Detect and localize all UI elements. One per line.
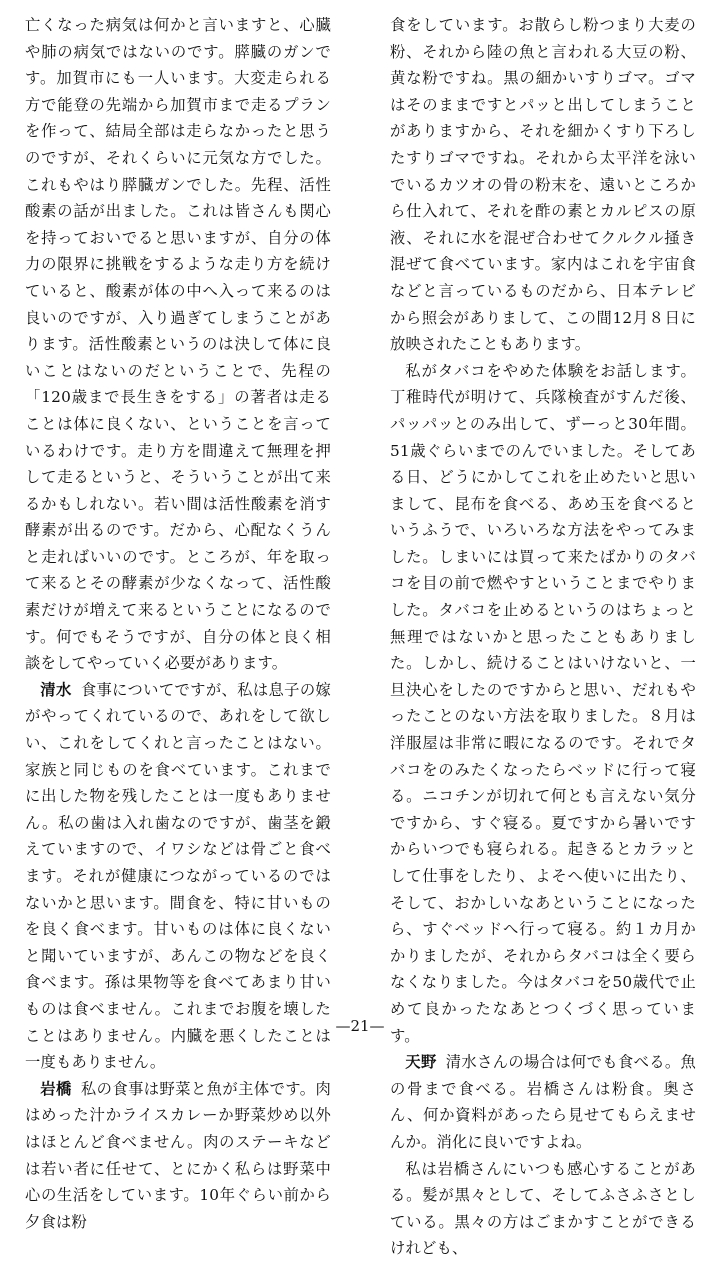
paragraph (25, 12, 331, 677)
page-number: —21— (335, 1017, 385, 1035)
paragraph-text: 食をしています。お散らし粉つまり大麦の粉、それから陸の魚と言われる大豆の粉、黄な粉ですね。黒の細かいすりゴマ。ゴマはそのままですとパッと出してしまうことがありますから、それを細かくすり下ろしたすりゴマですね。それから太平洋を泳いでいるカツオの骨の粉末を、遠いところから仕入れて、それを酢の素とカルピスの原液、それに水を混ぜ合わせてクルクル掻き混ぜて食べています。家内はこれを宇宙食などと言っているものだから、日本テレビから照会がありまして、この間12月８日に放映されたこともあります。 (390, 16, 696, 354)
text-column-right (390, 12, 696, 1262)
paragraph (25, 1076, 331, 1236)
paragraph (390, 12, 696, 358)
paragraph-text: 私は岩橋さんにいつも感心することがある。髪が黒々として、そしてふさふさとしている。黒々の方はごまかすことができるけれども、 (390, 1159, 696, 1258)
speaker-name: 天野 (405, 1053, 437, 1072)
paragraph (390, 1156, 696, 1262)
paragraph-text: 清水さんの場合は何でも食べる。魚の骨まで食べる。岩橋さんは粉食。奥さん、何か資料があったら見せてもらえませんか。消化に良いですよね。 (390, 1053, 697, 1151)
paragraph (25, 677, 331, 1076)
paragraph (390, 1049, 696, 1155)
text-column-left (25, 12, 331, 1235)
paragraph-text: 私の食事は野菜と魚が主体です。肉はめった汁かライスカレーか野菜炒め以外はほとんど食べません。肉のステーキなどは若い者に任せて、とにかく私らは野菜中心の生活をしています。10年ぐらい前から夕食は粉 (25, 1079, 331, 1231)
paragraph-text: 食事についてですが、私は息子の嫁がやってくれているので、あれをして欲しい、これをしてくれと言ったことはない。家族と同じものを食べています。これまでに出した物を残したことは一度もありません。私の歯は入れ歯なのですが、歯茎を鍛えていますので、イワシなどは骨ごと食べます。それが健康につながっているのではないかと思います。間食を、特に甘いものを良く食べます。甘いものは体に良くないと聞いていますが、あんこの物などを良く食べます。孫は果物等を食べてあまり甘いものは食べません。これまでお腹を壊したことはありません。内臓を悪くしたことは一度もありません。 (25, 680, 331, 1072)
paragraph-text: 亡くなった病気は何かと言いますと、心臓や肺の病気ではないのです。膵臓のガンです。加賀市にも一人います。大変走られる方で能登の先端から加賀市まで走るプランを作って、結局全部は走らなかったと思うのですが、それくらいに元気な方でした。これもやはり膵臓ガンでした。先程、活性酸素の話が出ました。これは皆さんも関心を持っておいでると思いますが、自分の体力の限界に挑戦をするような走り方を続けていると、酸素が体の中へ入って来るのは良いのですが、入り過ぎてしまうことがあります。活性酸素というのは決して体に良いことはないのだということで、先程の「120歳まで長生きをする」の著者は走ることは体に良くない、ということを言っているわけです。走り方を間違えて無理を押して走るというと、そういうことが出て来るかもしれない。若い間は活性酸素を消す酵素が出るのです。だから、心配なくうんと走ればいいのです。ところが、年を取って来るとその酵素が少なくなって、活性酸素だけが増えて来るということになるのです。何でもそうですが、自分の体と良く相談をしてやっていく必要があります。 (25, 16, 331, 673)
paragraph (390, 358, 696, 1049)
speaker-name: 清水 (40, 680, 72, 699)
speaker-name: 岩橋 (40, 1079, 72, 1098)
paragraph-text: 私がタバコをやめた体験をお話します。丁稚時代が明けて、兵隊検査がすんだ後、パッパッとのみ出して、ずーっと30年間。51歳ぐらいまでのんでいました。そしてある日、どうにかしてこれを止めたいと思いまして、昆布を食べる、あめ玉を食べるというふうで、いろいろな方法をやってみました。しまいには買って来たばかりのタバコを目の前で燃やすということまでやりました。タバコを止めるというのはちょっと無理ではないかと思ったこともありました。しかし、続けることはいけないと、一旦決心をしたのですからと思い、だれもやったことのない方法を取りました。８月は洋服屋は非常に暇になるのです。それでタバコをのみたくなったらベッドに行って寝る。ニコチンが切れて何とも言えない気分ですから、すぐ寝る。夏ですから暑いですからいつでも寝られる。起きるとカラッとして仕事をしたり、よそへ使いに出たり、そして、おかしいなあということになったら、すぐベッドへ行って寝る。約１カ月かかりましたが、それからタバコは全く要らなくなりました。今はタバコを50歳代で止めて良かったなあとつくづく思っています。 (390, 361, 696, 1045)
